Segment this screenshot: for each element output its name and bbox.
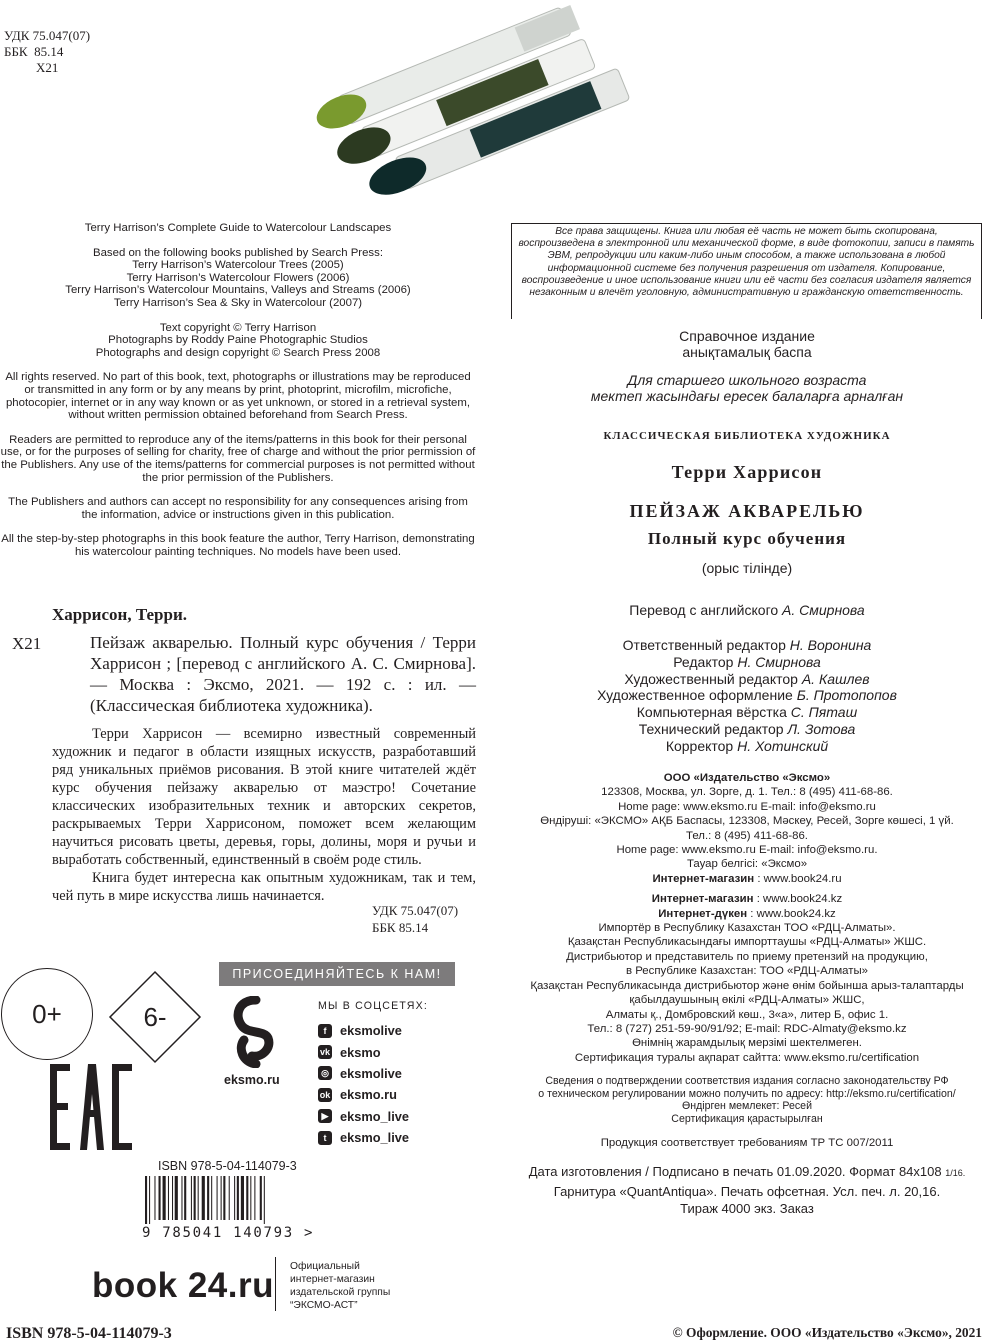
eac-text: EAC <box>50 1064 53 1065</box>
barcode-bar <box>149 1176 150 1224</box>
bib-abstract: Терри Харрисон — всемирно известный современный художник и педагог в области изящных искусств, разработавший ряд уникальных приёмов рисования. В этой книге читателей ждёт курс обучения пейзажу акварелью от маэстро! Сочетание классических изобразительных техник и авторских секретов, раскрываемых Терри Харрисоном, поможет всем желающим научиться рисовать цветы, деревья, горы, долины, моря и ручьи и выработать собственный, единственный в своём роде стиль. Книга будет интересна как опытным художникам, так и тем, чей путь в мире искусства лишь начинается. <box>52 726 476 904</box>
social-item-vk[interactable]: vk eksmo <box>319 1044 381 1060</box>
language-note: (орыс тілінде) <box>701 560 793 576</box>
barcode-bar <box>194 1176 196 1220</box>
barcode-bar <box>168 1176 169 1220</box>
barcode-bar <box>250 1176 251 1220</box>
publisher-name: ООО «Издательство «Эксмо» <box>663 772 831 784</box>
bib-codes: УДК 75.047(07) ББК 85.14 <box>372 903 459 935</box>
social-item-instagram[interactable]: ◎ eksmolive <box>318 1063 409 1084</box>
barcode-bar <box>154 1176 155 1220</box>
barcode-bar <box>229 1176 230 1220</box>
barcode-bar <box>184 1176 186 1220</box>
staff-row: Компьютерная вёрстка С. Пяташ <box>636 704 858 721</box>
author-mark: Х21 <box>36 60 59 75</box>
book-subtitle: Полный курс обучения <box>647 529 847 548</box>
bbk-code: ББК 85.14 <box>4 44 64 59</box>
shop-ru: Интернет-магазин : www.book24.ru <box>652 872 842 885</box>
barcode-bar <box>246 1176 248 1220</box>
barcode-bar <box>237 1176 239 1220</box>
barcode-bar <box>211 1176 212 1220</box>
eksmo-logo-icon <box>228 996 284 1068</box>
based-on: Based on the following books published by Search Press: Terry Harrison’s Watercolour Trees (2005) Terry Harrison’s Watercolour Flowers (2006) Terry Harrison’s Watercolour Mountains, Valleys and Streams (2006) Terry Harrison’s Sea & Sky in Watercolour (2007) <box>65 246 411 309</box>
paint-tubes-illustration <box>290 0 690 200</box>
social-heading: МЫ В СОЦСЕТЯХ: <box>318 1000 429 1012</box>
divider <box>275 1257 276 1311</box>
shop-kz-2: Интернет-дүкен : www.book24.kz <box>658 907 836 920</box>
barcode-bar <box>191 1176 192 1220</box>
age-note: Для старшего школьного возраста мектеп жасындағы ересек балаларға арналған <box>590 372 904 404</box>
odnoklassniki-icon: ok <box>319 1089 331 1100</box>
barcode-bar <box>221 1176 222 1220</box>
translator: Перевод с английского А. Смирнова <box>629 602 865 618</box>
staff-row: Художественное оформление Б. Протопопов <box>597 687 897 704</box>
staff-row: Художественный редактор А. Кашлев <box>624 670 870 687</box>
isbn-label: ISBN 978-5-04-114079-3 <box>158 1159 297 1173</box>
social-item-twitter[interactable]: t eksmo_live <box>318 1127 409 1148</box>
author-name: Терри Харрисон <box>671 462 823 482</box>
social-item-odnoklassniki[interactable]: ok eksmo.ru <box>319 1087 397 1103</box>
english-credits <box>0 222 476 570</box>
credits: Text copyright © Terry Harrison Photographs by Roddy Paine Photographic Studios Photographs and design copyright © Search Press 2008 <box>95 321 381 359</box>
social-item-youtube[interactable]: ▶ eksmo_live <box>318 1106 409 1127</box>
eac-mark <box>50 1064 132 1150</box>
russian-rights-box: Все права защищены. Книга или любая её часть не может быть скопирована, воспроизведена в электронной или механической форме, в виде фотокопии, записи в память ЭВМ, репродукции или каким-либо иным способом, а также использована в любой информационной системе без получения разрешения от издателя. Копирование, воспроизведение и иное использование книги или её части без согласия издателя является незаконным и влечёт уголовную, административную и гражданскую ответственность. <box>511 223 982 319</box>
facebook-icon: f <box>318 1024 332 1038</box>
barcode-bar <box>159 1176 161 1220</box>
barcode-bar <box>234 1176 235 1220</box>
series-name: КЛАССИЧЕСКАЯ БИБЛИОТЕКА ХУДОЖНИКА <box>603 430 891 442</box>
barcode <box>143 1176 303 1224</box>
barcode-bar <box>175 1176 178 1220</box>
staff-row: Корректор Н. Хотинский <box>665 737 829 754</box>
barcode-bar <box>207 1176 209 1220</box>
bib-author-mark: Х21 <box>12 634 42 653</box>
bib-heading: Харрисон, Терри. <box>52 605 188 624</box>
join-us-banner: ПРИСОЕДИНЯЙТЕСЬ К НАМ! <box>219 962 455 986</box>
book24-logo[interactable]: book 24.ru <box>92 1266 274 1305</box>
bib-description: Пейзаж акварелью. Полный курс обучения / Терри Харрисон ; [перевод с английского А. С. Смирнова]. — Москва : Эксмо, 2021. — 192 с. : ил. — (Классическая библиотека художника). <box>90 633 476 715</box>
classification-codes <box>4 28 90 76</box>
staff-row: Редактор Н. Смирнова <box>673 653 821 670</box>
isbn-bottom: ISBN 978-5-04-114079-3 <box>6 1325 172 1342</box>
book-title: ПЕЙЗАЖ АКВАРЕЛЬЮ <box>629 501 865 521</box>
english-rights: All rights reserved. No part of this book, text, photographs or illustrations may be reproduced or transmitted in any form or by any means by print, photoprint, microfilm, microfiche, photocopier, internet or in any way known or as yet unknown, or stored in a retrieval system, without written permission obtained beforehand from Search Press. <box>5 371 471 422</box>
liability-note: The Publishers and authors can accept no responsibility for any consequences arising from the information, advice or instructions given in this publication. <box>8 496 468 521</box>
barcode-bar <box>260 1176 262 1220</box>
social-item-facebook[interactable]: f eksmolive <box>318 1020 409 1041</box>
staff-row: Технический редактор Л. Зотова <box>638 720 856 737</box>
twitter-icon: t <box>318 1131 332 1145</box>
staff-row: Ответственный редактор Н. Воронина <box>622 637 872 653</box>
social-list <box>318 1020 409 1148</box>
age-rating-diamond: 6- <box>108 970 202 1064</box>
udk-code: УДК 75.047(07) <box>4 28 91 43</box>
barcode-bar <box>202 1176 205 1220</box>
publisher-info: ООО «Издательство «Эксмо» 123308, Москва, ул. Зорге, д. 1. Тел.: 8 (495) 411-68-86. Home page: www.eksmo.ru E-mail: info@eksmo.ru Өндіруші: «ЭКСМО» АҚБ Баспасы, 123308, Мәскеу, Ресей, Зорге көшесі, 1 үй. Тел.: 8 (495) 411-68-86. Home page: www.eksmo.ru E-mail: info@eksmo.ru. Тауар белгісі: «Эксмо» Интернет-магазин : www.book24.ru Интернет-магазин : www.book24.kz Интернет-дүкен : www.book24.kz Импортёр в Республику Казахстан ТОО «РДЦ-Алматы». Қазақстан Республикасындағы импорттаушы «РДЦ-Алматы» ЖШС. Дистрибьютор и представитель по приему претензий на продукцию, в Республике Казахстан: ТОО «РДЦ-Алматы» Қазақстан Республикасында дистрибьютор және өнім бойынша арыз-талаптарды қабылдаушының өкілі «РДЦ-Алматы» ЖШС, Алматы қ., Домбровский көш., 3«а», литер Б, офис 1. Тел.: 8 (727) 251-59-90/91/92; E-mail: RDC-Almaty@eksmo.kz Өнімнің жарамдылық мерзімі шектелмеген. Сертификация туралы ақпарат сайтта: www.eksmo.ru/certification <box>510 771 984 1065</box>
eksmo-url[interactable]: eksmo.ru <box>224 1073 280 1087</box>
reference-edition: Справочное издание анықтамалық баспа <box>679 328 815 360</box>
barcode-bar <box>241 1176 244 1220</box>
readers-note: Readers are permitted to reproduce any of the items/patterns in this book for their personal use, or for the purposes of selling for charity, free of charge and without the prior permission of the Publishers. Any use of the items/patterns for commercial purposes is not permitted without the prior permission of the Publishers. <box>0 433 476 484</box>
copyright-line: © Оформление. ООО «Издательство «Эксмо», 2021 <box>672 1325 982 1340</box>
barcode-bar <box>163 1176 166 1220</box>
shop-kz: Интернет-магазин : www.book24.kz <box>651 893 843 906</box>
models-note: All the step-by-step photographs in this book feature the author, Terry Harrison, demonstrating his watercolour painting techniques. No models have been used. <box>1 533 475 558</box>
age-rating-circle: 0+ <box>1 968 93 1060</box>
barcode-bar <box>198 1176 199 1220</box>
barcode-bar <box>223 1176 225 1220</box>
original-title: Terry Harrison’s Complete Guide to Watercolour Landscapes <box>84 222 392 234</box>
barcode-digits: 9 785041 140793 > <box>142 1225 315 1241</box>
barcode-bar <box>172 1176 173 1220</box>
barcode-bar <box>217 1176 218 1220</box>
editorial-staff <box>510 637 984 755</box>
print-info: Дата изготовления / Подписано в печать 01.09.2020. Формат 84x108 1/16. Гарнитура «QuantAntiqua». Печать офсетная. Усл. печ. л. 20,16. Тираж 4000 экз. Заказ <box>528 1164 966 1216</box>
barcode-bar <box>145 1176 147 1224</box>
book24-caption: Официальный интернет-магазин издательской группы “ЭКСМО-АСТ” <box>290 1261 391 1311</box>
certification-info: Сведения о подтверждении соответствия издания согласно законодательству РФ о техническом регулировании можно получить по адресу: http://eksmo.ru/certification/ Өндірген мемлекет: Ресей Сертификация қарастырылған <box>538 1075 956 1125</box>
barcode-bar <box>254 1176 255 1220</box>
youtube-icon: ▶ <box>318 1109 332 1123</box>
tr-ts-note: Продукция соответствует требованиям ТР ТС 007/2011 <box>600 1137 894 1149</box>
vk-icon: vk <box>319 1047 330 1058</box>
instagram-icon: ◎ <box>318 1066 332 1080</box>
barcode-bar <box>264 1176 265 1224</box>
barcode-bar <box>181 1176 182 1220</box>
